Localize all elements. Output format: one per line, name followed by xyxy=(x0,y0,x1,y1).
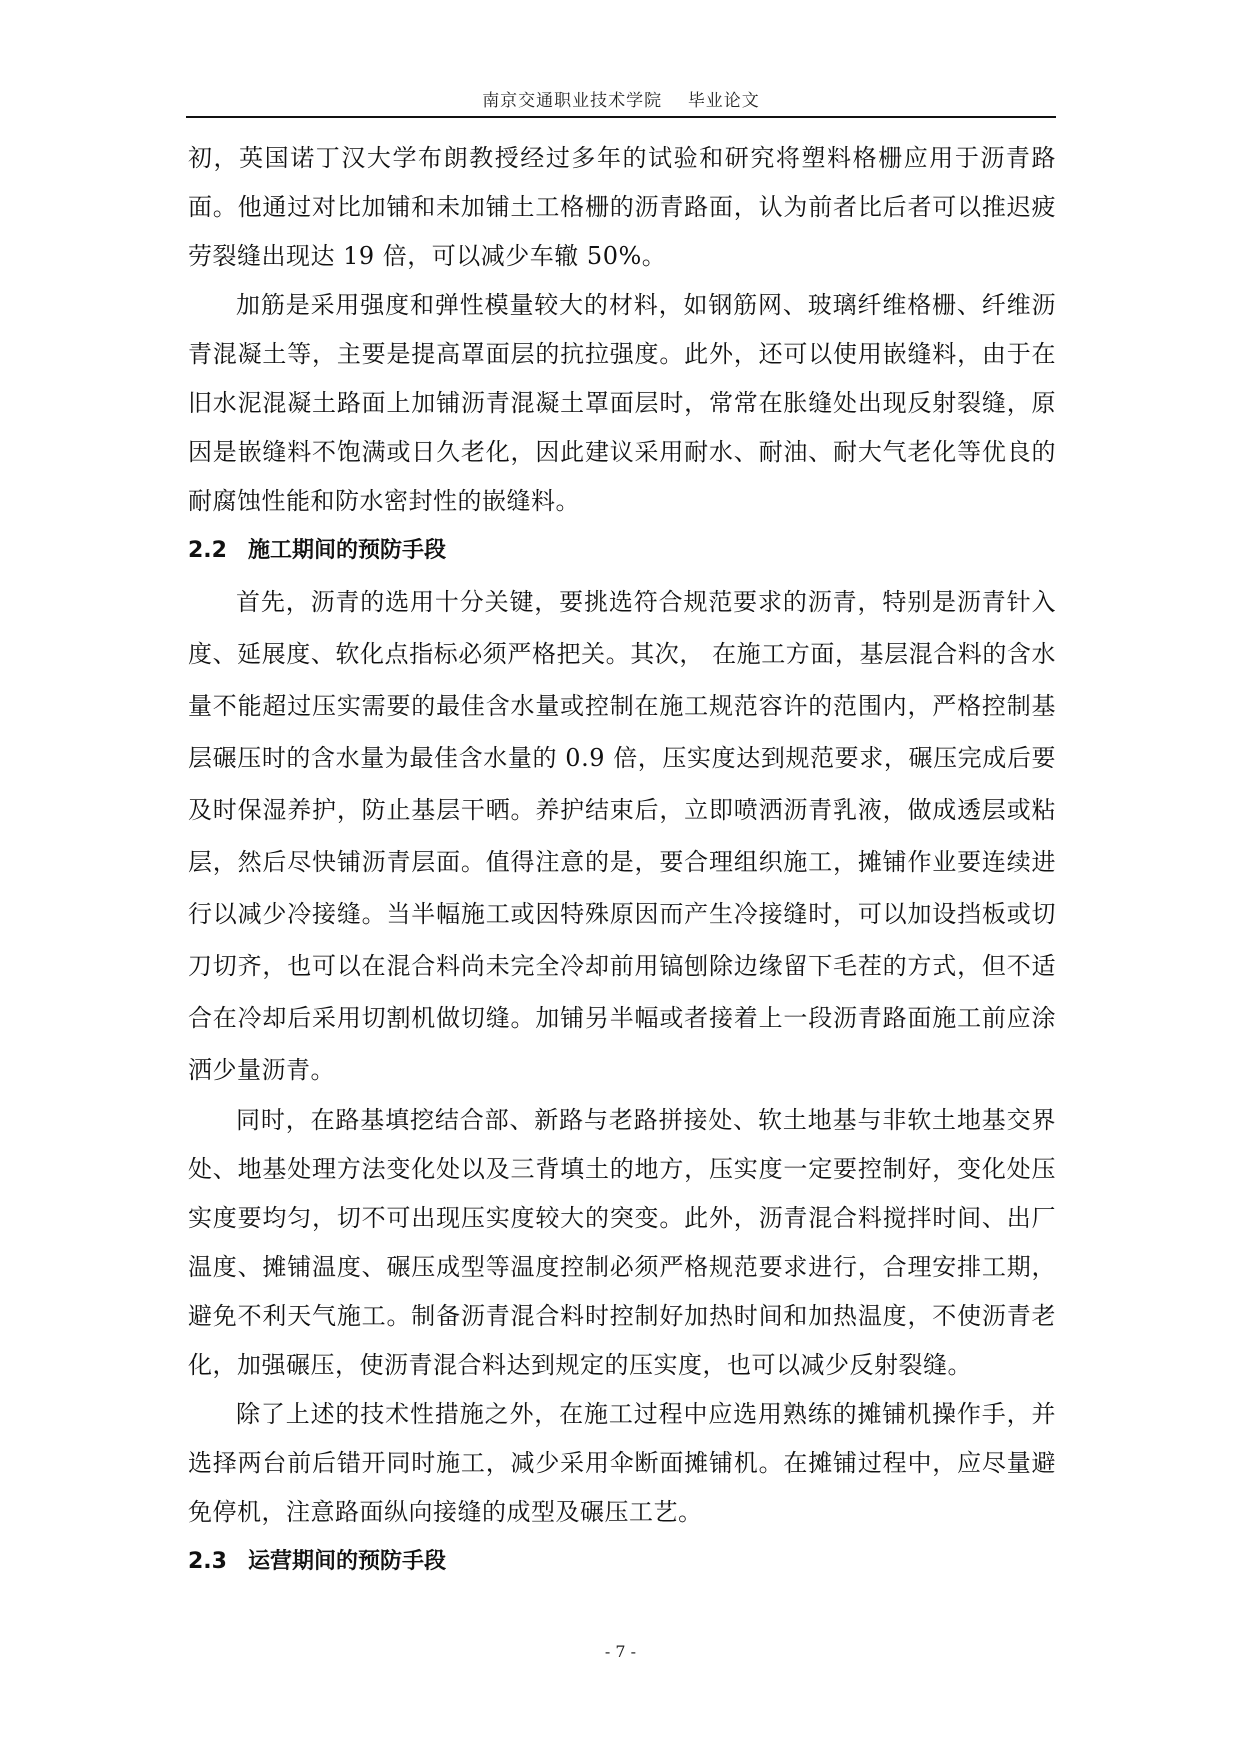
header-divider xyxy=(186,116,1056,118)
header-document-type: 毕业论文 xyxy=(687,91,760,111)
section-heading-2-2 xyxy=(188,526,1056,576)
section-number-2-3: 2.3 xyxy=(188,1549,227,1574)
header-school-name: 南京交通职业技术学院 xyxy=(482,91,663,111)
section-title-2-3: 运营期间的预防手段 xyxy=(248,1549,447,1574)
page-header xyxy=(186,86,1056,116)
paragraph-reinforcement: 加筋是采用强度和弹性模量较大的材料，如钢筋网、玻璃纤维格栅、纤维沥青混凝土等，主要是提高罩面层的抗拉强度。此外，还可以使用嵌缝料，由于在旧水泥混凝土路面上加铺沥青混凝土罩面层时，常常在胀缝处出现反射裂缝，原因是嵌缝料不饱满或日久老化，因此建议采用耐水、耐油、耐大气老化等优良的耐腐蚀性能和防水密封性的嵌缝料。 xyxy=(188,291,1056,515)
section-heading-2-3 xyxy=(188,1537,1056,1587)
main-content xyxy=(188,134,1056,1587)
paragraph-compaction-control: 同时，在路基填挖结合部、新路与老路拼接处、软土地基与非软土地基交界处、地基处理方法变化处以及三背填土的地方，压实度一定要控制好，变化处压实度要均匀，切不可出现压实度较大的突变。此外，沥青混合料搅拌时间、出厂温度、摊铺温度、碾压成型等温度控制必须严格规范要求进行，合理安排工期，避免不利天气施工。制备沥青混合料时控制好加热时间和加热温度，不使沥青老化，加强碾压，使沥青混合料达到规定的压实度，也可以减少反射裂缝。 xyxy=(188,1106,1056,1379)
page-number: - 7 - xyxy=(604,1642,637,1661)
paragraph-geogrid: 初，英国诺丁汉大学布朗教授经过多年的试验和研究将塑料格栅应用于沥青路面。他通过对比加铺和未加铺土工格栅的沥青路面，认为前者比后者可以推迟疲劳裂缝出现达 19 倍，可以减少车辙 50%。 xyxy=(188,144,1056,270)
paragraph-paver-operation: 除了上述的技术性措施之外，在施工过程中应选用熟练的摊铺机操作手，并选择两台前后错开同时施工，减少采用伞断面摊铺机。在摊铺过程中，应尽量避免停机，注意路面纵向接缝的成型及碾压工艺。 xyxy=(188,1400,1056,1526)
section-number-2-2: 2.2 xyxy=(188,538,227,563)
section-title-2-2: 施工期间的预防手段 xyxy=(248,538,447,563)
paragraph-construction-materials: 首先，沥青的选用十分关键，要挑选符合规范要求的沥青，特别是沥青针入度、延展度、软化点指标必须严格把关。其次， 在施工方面，基层混合料的含水量不能超过压实需要的最佳含水量或控制在施工规范容许的范围内，严格控制基层碾压时的含水量为最佳含水量的 0.9 倍，压实度达到规范要求，碾压完成后要及时保湿养护，防止基层干晒。养护结束后，立即喷洒沥青乳液，做成透层或粘层，然后尽快铺沥青层面。值得注意的是，要合理组织施工，摊铺作业要连续进行以减少冷接缝。当半幅施工或因特殊原因而产生冷接缝时，可以加设挡板或切刀切齐，也可以在混合料尚未完全冷却前用镐刨除边缘留下毛茬的方式，但不适合在冷却后采用切割机做切缝。加铺另半幅或者接着上一段沥青路面施工前应涂洒少量沥青。 xyxy=(188,588,1056,1084)
